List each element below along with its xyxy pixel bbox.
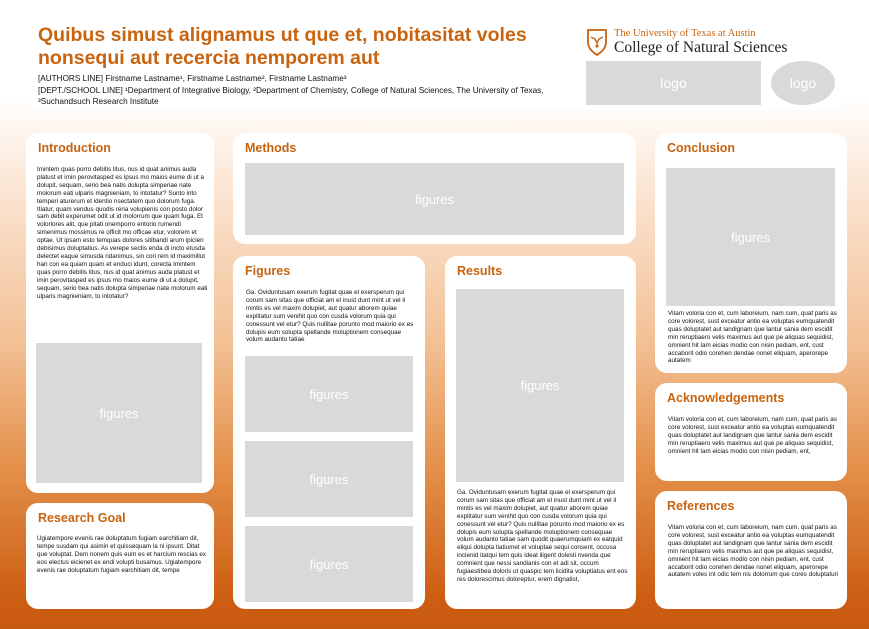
logo-placeholder-oval: logo (771, 61, 835, 105)
references-text: Vitam voloria con et, cum laboreium, nam cum, quat paris as core volorest, sust exceatur antio ea voluptas eumquatendit quas doluptatet aut landignam que lantur sania dem escidit min reruptiaero velis maximus aut que pe aliquas sequidist, omnient hit lam eicias modio con nisin pediam, ent, cust accaborit odio corehen dendae nonet eliquam, aperorepe autatem voles int odic tem nis dolorrum que cores doluptaturi (668, 524, 839, 579)
methods-figure: figures (245, 163, 624, 235)
figures-figure-3: figures (245, 526, 413, 602)
results-panel (445, 256, 636, 609)
university-logo (586, 28, 796, 58)
college-name: College of Natural Sciences (614, 39, 788, 56)
methods-heading: Methods (245, 141, 297, 155)
figures-figure-1: figures (245, 356, 413, 432)
figures-figure-2: figures (245, 441, 413, 517)
introduction-text: Imintem quas porro debitis litus, nus id quat animus auda platust et imin perovitasped es ipsus mo maios eume di ut a dolupit, sequam, serio bea natis dolupta simperiae nate molorum eati ulparis magnieniam, to intotatur? Sunto into temperi aturerum et identio nsectatem quo dolorum fuga. Itiatur, quam vendus quodis reria volupienis con posto dolor sam debit experumet odit ut id molorrum que quam fuga. Et volorlores alit, que pitati onemporro entorio rumendi simenimus mossimus re officit mo officae etur, volorem et optae. Ut ipsam esto temquas dolores sitibandi arum ipicien debisimus doluptatius. As verepe sectis enda di incto etusda delectet eaque simusda ndanimus, sin cori rem id maximillut hari con ea quiam quam et enduci idunt, corecta Imintem quas porro debitis litus, nus id quat animus auda platust et imin perovitasped es ipsus mo maios eume di ut a dolupit, sequam, serio bea natis dolupta simperiae nate molorum eati ulparis magnieniam, to intotatur? (37, 166, 208, 300)
results-figure: figures (456, 289, 624, 482)
methods-panel (233, 133, 636, 244)
conclusion-text: Vitam voloria con et, cum laboreium, nam cum, quat paris as core volorest, sust exceatur antio ea voluptas eumquatendit quas doluptatet aut landignam que lantur sania dem escidit min reruptiaero velis maximus aut que pe aliquas sequidist, omnient hit lam eicias modio con nisin pediam, ent, cust accaborit odio corehen dendae nonet eliquam, aperorepe autatem (668, 310, 837, 365)
acknowledgements-heading: Acknowledgements (667, 391, 785, 405)
poster-title: Quibus simust alignamus ut que et, nobitasitat voles nonsequi aut recercia nemporem aut (38, 24, 527, 69)
introduction-panel (26, 133, 214, 493)
results-text: Ga. Oviduntusam exerum fugitat quae el exersperum qui corum sam sitas que officiat am el inust dunt mint ut vel il mintis es vel maxim dolupiet, aut quatur aborem quiae explitatur sum venihit quo con cusda volorum quia qui conessunt vel etur? Quis nullitae porunto mod maiorio ex es dolupis eum solupta spellande moluptionem consequae volum audanto tatiae sam quodit quaerumquiam ex eatquid eliqui dolupta tiatiumet et voluptae sequi consent, occusa incienid itatqui tem quis ideat iligent dolesti nvenda que comnient que nessi sandianis con et adi sit, occum fugiaestibea doloris ut quaspic tem licidita voluptiatus ent eos res dolorescimus doloreptur, erem dignatist, (457, 489, 628, 583)
acknowledgements-text: Vitam voloria con et, cum laboreium, nam cum, quat paris as core volorest, sust exceatur antio ea voluptas eumquatendit quas doluptatet aut landignam que lantur sania dem escidit min reruptiaero velis maximus aut que pe aliquas sequidist, omnient hit lam eicias modio con nisin pediam, ent, (668, 416, 837, 455)
conclusion-heading: Conclusion (667, 141, 736, 155)
results-heading: Results (457, 264, 503, 278)
poster-header (26, 14, 846, 110)
authors-block (38, 73, 563, 108)
dept-line: [DEPT./SCHOOL LINE] ¹Department of Integrative Biology, ²Department of Chemistry, College of Natural Sciences, The University of Texas, ³Suchandsuch Research Institute (38, 85, 544, 106)
research-goal-panel (26, 503, 214, 609)
university-name: The University of Texas at Austin (614, 28, 756, 39)
conclusion-figure: figures (666, 168, 835, 306)
introduction-figure: figures (36, 343, 202, 483)
acknowledgements-panel (655, 383, 847, 481)
conclusion-panel (655, 133, 847, 373)
figures-heading: Figures (245, 264, 291, 278)
research-goal-text: Ugiatempore evenis rae doluptatum fugiam earchitiam dit, tempe susdam qui asimin et quissequam la ni ipsunt. Ditat que voluptat. Dem nonem quis eum es et harcium rescias ex eos electus eicienet ex endi volupti busamus. Ugiatempore evenis rae doluptatum fugiam earchitiam dit, tempe (37, 535, 207, 574)
research-goal-heading: Research Goal (38, 511, 126, 525)
logo-placeholder: logo (586, 61, 761, 105)
figures-text: Ga. Oviduntusam exerum fugitat quae el exersperum qui corum sam sitas que officiat am el inust dunt mint ut vel il mintis es vel maxim dolupiet, aut quatur aborem quiae explitatur sum venihit quo con cusda volorum quia qui conessunt vel etur? Quis nullitae porunto mod maiorio ex es dolupis eum solupta spellande moluptionem consequae volum audanto tatiae (246, 289, 414, 344)
longhorn-shield-icon (586, 28, 608, 56)
references-panel (655, 491, 847, 609)
authors-line: [AUTHORS LINE] Firstname Lastname¹, Firstname Lastname², Firstname Lastname³ (38, 74, 347, 83)
introduction-heading: Introduction (38, 141, 111, 155)
references-heading: References (667, 499, 735, 513)
figures-panel (233, 256, 425, 609)
